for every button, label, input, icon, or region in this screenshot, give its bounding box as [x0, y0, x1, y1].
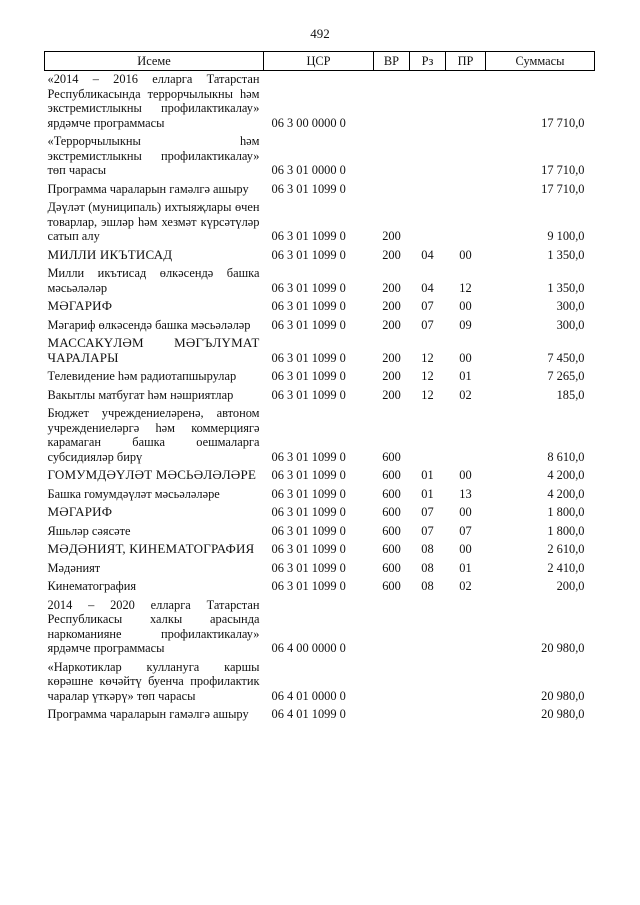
row-csr: 06 3 01 0000 0	[271, 163, 346, 177]
table-row	[45, 523, 595, 542]
table-row	[45, 387, 595, 406]
table-row	[45, 467, 595, 486]
row-rz: 04	[421, 247, 434, 262]
row-vr: 600	[382, 505, 401, 519]
row-sum: 7 265,0	[547, 369, 585, 383]
row-pr: 00	[459, 468, 472, 482]
row-csr: 06 3 01 1099 0	[271, 505, 346, 519]
row-pr: 01	[459, 369, 472, 383]
row-rz	[410, 181, 446, 200]
row-pr: 02	[459, 579, 472, 593]
row-pr	[446, 659, 486, 707]
row-name: Мәдәният	[47, 560, 101, 575]
row-csr: 06 4 00 0000 0	[271, 641, 346, 655]
row-sum: 300,0	[556, 317, 585, 332]
header-name: Исеме	[45, 52, 264, 71]
row-sum: 20 980,0	[541, 688, 585, 703]
row-pr	[446, 706, 486, 725]
row-rz: 07	[421, 523, 434, 538]
row-name: МӘГАРИФ	[47, 504, 113, 519]
row-name: МАССАКҮЛӘМ МӘГЪЛҮМАТ ЧАРАЛАРЫ	[47, 335, 260, 365]
row-csr: 06 3 01 1099 0	[271, 486, 346, 501]
row-pr: 00	[459, 299, 472, 313]
row-rz: 12	[421, 387, 434, 402]
row-name: Яшьләр сәясәте	[47, 523, 131, 538]
header-csr: ЦСР	[264, 52, 374, 71]
row-sum: 20 980,0	[541, 707, 585, 721]
table-row	[45, 247, 595, 266]
table-row	[45, 317, 595, 336]
row-rz	[410, 133, 446, 181]
row-pr: 09	[459, 317, 472, 332]
row-name: Вакытлы матбугат һәм нәшриятлар	[47, 387, 234, 402]
table-row	[45, 265, 595, 298]
row-csr: 06 3 01 1099 0	[271, 449, 346, 464]
row-vr: 200	[382, 317, 401, 332]
header-pr: ПР	[446, 52, 486, 71]
table-row	[45, 541, 595, 560]
row-rz: 01	[421, 486, 434, 501]
row-csr: 06 3 01 1099 0	[271, 280, 346, 295]
row-vr: 200	[382, 369, 401, 383]
row-pr: 01	[459, 560, 472, 575]
row-vr: 200	[382, 280, 401, 295]
row-sum: 9 100,0	[547, 229, 585, 243]
row-sum: 2 410,0	[547, 560, 585, 575]
table-row	[45, 199, 595, 247]
table-row	[45, 133, 595, 181]
row-pr: 00	[459, 542, 472, 556]
row-sum: 4 200,0	[547, 486, 585, 501]
row-vr: 600	[382, 542, 401, 556]
row-rz: 12	[421, 369, 434, 383]
row-name: Дәүләт (муниципаль) ихтыяҗлары өчен товарлар, эшләр һәм хезмәт күрсәтүләр сатып алу	[47, 200, 260, 243]
row-rz: 01	[421, 468, 434, 482]
row-pr	[446, 71, 486, 134]
row-vr: 200	[382, 247, 401, 262]
row-name: «Террорчылыкны һәм экстремистлыкны профилактикалау» төп чарасы	[47, 134, 260, 177]
table-row	[45, 597, 595, 659]
row-pr	[446, 405, 486, 467]
row-name: «2014 – 2016 елларга Татарстан Республикасында террорчылыкны һәм экстремистлыкны профилактикалау» ярдәмче программасы	[47, 72, 260, 130]
table-row	[45, 504, 595, 523]
row-sum: 20 980,0	[541, 641, 585, 655]
row-sum: 7 450,0	[547, 350, 585, 365]
row-pr: 00	[459, 247, 472, 262]
row-sum: 1 350,0	[547, 247, 585, 262]
row-rz: 04	[421, 280, 434, 295]
row-pr: 00	[459, 505, 472, 519]
table-row	[45, 486, 595, 505]
header-sum: Суммасы	[486, 52, 595, 71]
row-csr: 06 3 01 1099 0	[271, 317, 346, 332]
row-rz	[410, 71, 446, 134]
row-sum: 185,0	[556, 387, 585, 402]
row-pr	[446, 597, 486, 659]
row-sum: 2 610,0	[547, 542, 585, 556]
row-csr: 06 3 01 1099 0	[271, 350, 346, 365]
row-pr	[446, 199, 486, 247]
row-name: Телевидение һәм радиотапшырулар	[47, 369, 237, 383]
row-vr	[374, 706, 410, 725]
row-name: Бюджет учреждениеләренә, автоном учреждениеләргә һәм коммерциягә карамаган башка оешмаларга субсидияләр бирү	[47, 406, 260, 464]
row-csr: 06 3 01 1099 0	[271, 369, 346, 383]
budget-table	[44, 51, 595, 725]
row-pr: 07	[459, 523, 472, 538]
row-name: Милли икътисад өлкәсендә башка мәсьәләләр	[47, 266, 260, 295]
row-name: МӘДӘНИЯТ, КИНЕМАТОГРАФИЯ	[47, 541, 255, 556]
row-name: Кинематография	[47, 579, 137, 593]
table-row	[45, 560, 595, 579]
table-row	[45, 659, 595, 707]
table-row	[45, 298, 595, 317]
row-rz	[410, 199, 446, 247]
row-pr: 00	[459, 350, 472, 365]
row-name: Башка гомумдәүләт мәсьәләләре	[47, 486, 220, 501]
table-row	[45, 71, 595, 134]
row-vr	[374, 659, 410, 707]
row-pr: 12	[459, 280, 472, 295]
row-csr: 06 3 01 1099 0	[271, 181, 346, 196]
row-name: 2014 – 2020 елларга Татарстан Республикасы халкы арасында наркоманияне профилактикалау» ярдәмче программасы	[47, 597, 260, 655]
header-rz: Рз	[410, 52, 446, 71]
row-rz: 08	[421, 579, 434, 593]
row-sum: 1 350,0	[547, 280, 585, 295]
row-csr: 06 3 01 1099 0	[271, 560, 346, 575]
row-vr: 600	[382, 579, 401, 593]
row-rz: 07	[421, 299, 434, 313]
row-pr	[446, 181, 486, 200]
row-name: ГОМУМДӘҮЛӘТ МӘСЬӘЛӘЛӘРЕ	[47, 467, 257, 482]
header-vr: ВР	[374, 52, 410, 71]
row-pr: 13	[459, 486, 472, 501]
row-vr: 600	[382, 486, 401, 501]
row-rz: 07	[421, 505, 434, 519]
row-name: Программа чараларын гамәлгә ашыру	[47, 181, 249, 196]
row-csr: 06 4 01 0000 0	[271, 688, 346, 703]
row-rz: 07	[421, 317, 434, 332]
row-sum: 300,0	[556, 299, 585, 313]
row-name: Программа чараларын гамәлгә ашыру	[47, 707, 249, 721]
row-sum: 4 200,0	[547, 468, 585, 482]
row-csr: 06 3 00 0000 0	[271, 115, 346, 130]
row-pr	[446, 133, 486, 181]
table-row	[45, 405, 595, 467]
row-sum: 1 800,0	[547, 523, 585, 538]
row-rz: 08	[421, 560, 434, 575]
row-vr: 200	[382, 299, 401, 313]
table-row	[45, 578, 595, 597]
row-rz: 08	[421, 542, 434, 556]
table-row	[45, 706, 595, 725]
row-vr: 600	[382, 560, 401, 575]
row-name: Мәгариф өлкәсендә башка мәсьәләләр	[47, 317, 251, 332]
row-sum: 1 800,0	[547, 505, 585, 519]
row-vr	[374, 71, 410, 134]
row-csr: 06 3 01 1099 0	[271, 579, 346, 593]
row-vr: 600	[382, 449, 401, 464]
row-csr: 06 3 01 1099 0	[271, 523, 346, 538]
row-sum: 8 610,0	[547, 449, 585, 464]
row-vr: 600	[382, 523, 401, 538]
row-csr: 06 3 01 1099 0	[271, 468, 346, 482]
row-vr	[374, 133, 410, 181]
row-csr: 06 3 01 1099 0	[271, 247, 346, 262]
row-csr: 06 3 01 1099 0	[271, 299, 346, 313]
row-sum: 17 710,0	[541, 163, 585, 177]
row-rz: 12	[421, 350, 434, 365]
row-csr: 06 3 01 1099 0	[271, 387, 346, 402]
row-vr	[374, 597, 410, 659]
row-sum: 200,0	[556, 579, 585, 593]
row-csr: 06 4 01 1099 0	[271, 707, 346, 721]
table-row	[45, 335, 595, 368]
row-name: МИЛЛИ ИКЪТИСАД	[47, 246, 173, 262]
row-sum: 17 710,0	[541, 115, 585, 130]
row-vr	[374, 181, 410, 200]
row-rz	[410, 597, 446, 659]
row-sum: 17 710,0	[541, 181, 585, 196]
row-rz	[410, 405, 446, 467]
row-vr: 200	[382, 229, 401, 243]
row-rz	[410, 659, 446, 707]
table-row	[45, 181, 595, 200]
row-csr: 06 3 01 1099 0	[271, 229, 346, 243]
table-row	[45, 368, 595, 387]
row-vr: 200	[382, 387, 401, 402]
row-csr: 06 3 01 1099 0	[271, 542, 346, 556]
page-number: 492	[310, 26, 330, 41]
row-name: «Наркотиклар куллануга каршы көрәшне көчәйтү буенча профилактик чаралар үткәрү» төп чарасы	[47, 659, 260, 703]
row-name: МӘГАРИФ	[47, 298, 113, 313]
header-row	[45, 52, 595, 71]
row-vr: 600	[382, 468, 401, 482]
row-pr: 02	[459, 387, 472, 402]
row-rz	[410, 706, 446, 725]
row-vr: 200	[382, 350, 401, 365]
